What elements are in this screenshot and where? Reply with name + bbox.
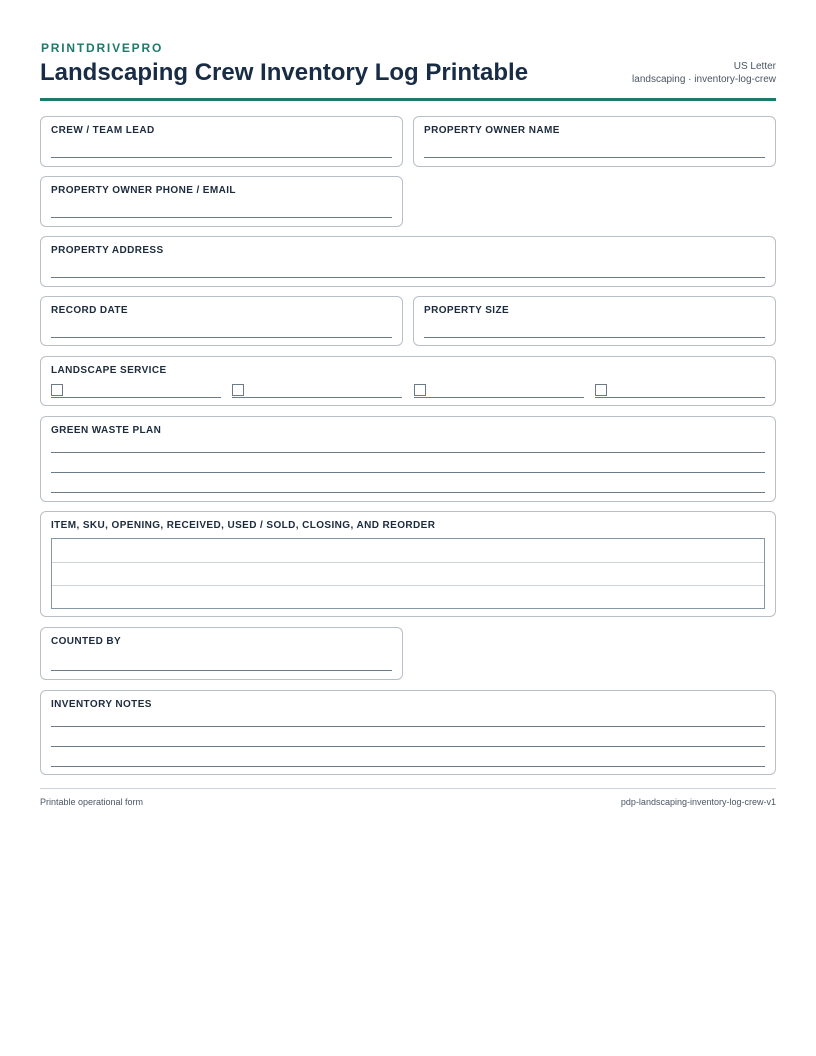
inventory-table <box>51 538 765 609</box>
table-row[interactable] <box>52 539 764 562</box>
service-option-4-line[interactable] <box>595 397 765 398</box>
green-waste-line-2[interactable] <box>51 472 765 473</box>
green-waste-line-1[interactable] <box>51 452 765 453</box>
paper-size: US Letter <box>733 61 776 72</box>
landscape-service-field <box>40 356 776 406</box>
address-label: PROPERTY ADDRESS <box>51 245 164 256</box>
owner-name-field <box>413 116 776 167</box>
brand-logo-text: PRINTDRIVEPRO <box>41 41 164 55</box>
owner-contact-input-line[interactable] <box>51 217 392 218</box>
notes-line-3[interactable] <box>51 766 765 767</box>
record-date-field <box>40 296 403 346</box>
inventory-notes-field <box>40 690 776 775</box>
record-date-label: RECORD DATE <box>51 305 128 316</box>
page-meta <box>632 60 776 86</box>
inventory-table-label: ITEM, SKU, OPENING, RECEIVED, USED / SOLD, CLOSING, AND REORDER <box>51 520 436 531</box>
property-size-label: PROPERTY SIZE <box>424 305 510 316</box>
page-title: Landscaping Crew Inventory Log Printable <box>40 59 529 86</box>
page-header <box>40 0 776 101</box>
footer-form-id: pdp-landscaping-inventory-log-crew-v1 <box>620 797 776 807</box>
tags: landscaping · inventory-log-crew <box>632 74 776 85</box>
property-size-input-line[interactable] <box>424 337 765 338</box>
table-row[interactable] <box>52 586 764 608</box>
owner-contact-label: PROPERTY OWNER PHONE / EMAIL <box>51 185 236 196</box>
service-option-2-line[interactable] <box>232 397 402 398</box>
crew-lead-field <box>40 116 403 167</box>
owner-contact-field <box>40 176 403 227</box>
owner-name-input-line[interactable] <box>424 157 765 158</box>
inventory-notes-label: INVENTORY NOTES <box>51 699 152 710</box>
page-footer <box>40 788 776 807</box>
table-row[interactable] <box>52 563 764 585</box>
green-waste-line-3[interactable] <box>51 492 765 493</box>
green-waste-plan-field <box>40 416 776 502</box>
address-input-line[interactable] <box>51 277 765 278</box>
address-field <box>40 236 776 287</box>
counted-by-label: COUNTED BY <box>51 636 122 647</box>
service-option-2-checkbox[interactable] <box>232 384 244 396</box>
landscape-service-label: LANDSCAPE SERVICE <box>51 365 167 376</box>
form-page <box>40 0 776 807</box>
notes-line-1[interactable] <box>51 726 765 727</box>
service-option-4-checkbox[interactable] <box>595 384 607 396</box>
service-option-1-line[interactable] <box>51 397 221 398</box>
service-option-1-checkbox[interactable] <box>51 384 63 396</box>
crew-lead-label: CREW / TEAM LEAD <box>51 125 155 136</box>
crew-lead-input-line[interactable] <box>51 157 392 158</box>
service-option-3-line[interactable] <box>414 397 584 398</box>
record-date-input-line[interactable] <box>51 337 392 338</box>
service-option-3-checkbox[interactable] <box>414 384 426 396</box>
green-waste-plan-label: GREEN WASTE PLAN <box>51 425 162 436</box>
footer-description: Printable operational form <box>40 797 144 807</box>
notes-line-2[interactable] <box>51 746 765 747</box>
property-size-field <box>413 296 776 346</box>
inventory-table-field <box>40 511 776 617</box>
counted-by-input-line[interactable] <box>51 670 392 671</box>
owner-name-label: PROPERTY OWNER NAME <box>424 125 560 136</box>
counted-by-field <box>40 627 403 680</box>
